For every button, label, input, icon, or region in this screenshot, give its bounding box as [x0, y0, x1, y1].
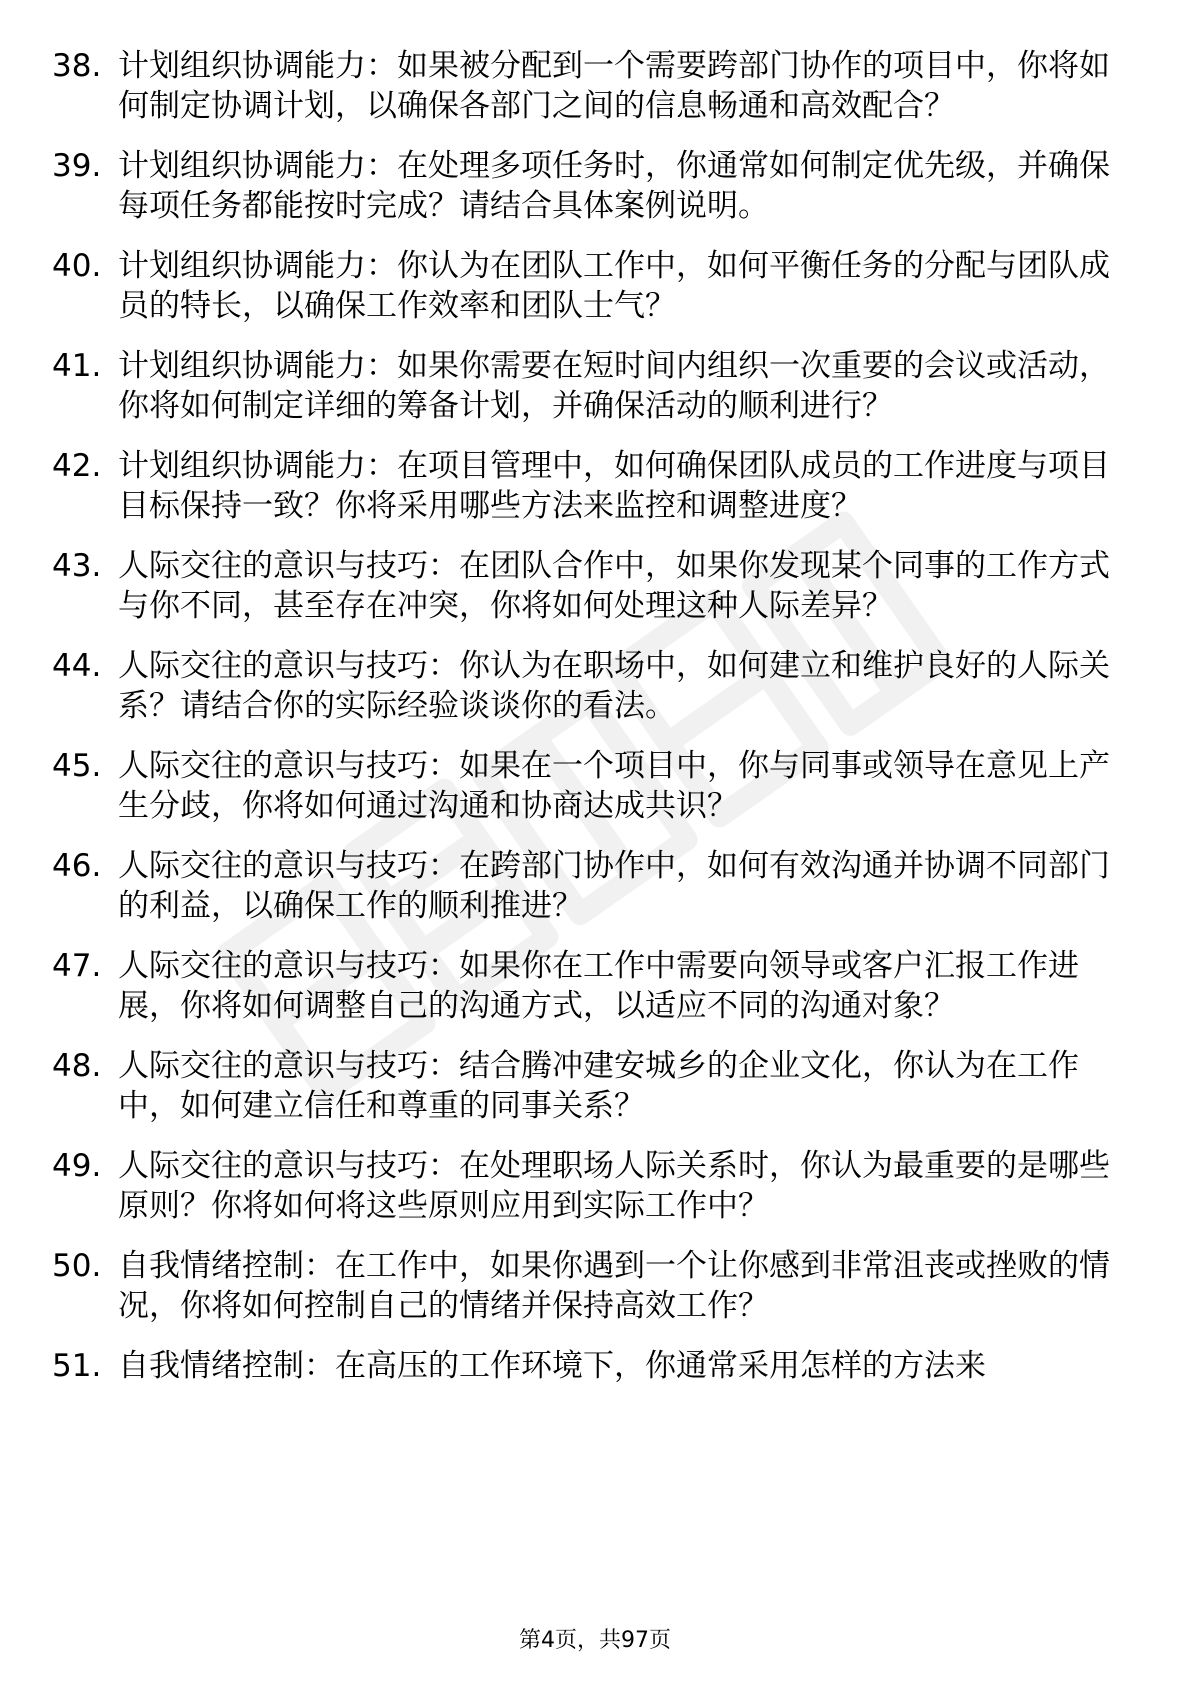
- question-item: [52, 1046, 1112, 1126]
- question-item: [52, 746, 1112, 826]
- question-item: [52, 346, 1112, 426]
- question-number: 41.: [52, 348, 102, 384]
- question-text: 人际交往的意识与技巧：在团队合作中，如果你发现某个同事的工作方式与你不同，甚至存在冲突，你将如何处理这种人际差异？: [118, 548, 1110, 624]
- question-text: 计划组织协调能力：如果被分配到一个需要跨部门协作的项目中，你将如何制定协调计划，以确保各部门之间的信息畅通和高效配合？: [118, 48, 1110, 124]
- question-item: [52, 1246, 1112, 1326]
- question-text: 人际交往的意识与技巧：结合腾冲建安城乡的企业文化，你认为在工作中，如何建立信任和尊重的同事关系？: [118, 1048, 1079, 1124]
- question-number: 40.: [52, 248, 102, 284]
- question-list: [52, 46, 1112, 1406]
- question-number: 49.: [52, 1148, 102, 1184]
- question-text: 人际交往的意识与技巧：在跨部门协作中，如何有效沟通并协调不同部门的利益，以确保工作的顺利推进？: [118, 848, 1110, 924]
- question-item: [52, 846, 1112, 926]
- question-item: [52, 246, 1112, 326]
- question-text: 计划组织协调能力：你认为在团队工作中，如何平衡任务的分配与团队成员的特长，以确保工作效率和团队士气？: [118, 248, 1110, 324]
- question-number: 43.: [52, 548, 102, 584]
- question-number: 45.: [52, 748, 102, 784]
- question-item: [52, 146, 1112, 226]
- question-text: 自我情绪控制：在高压的工作环境下，你通常采用怎样的方法来: [118, 1348, 986, 1384]
- page-footer: 第4页，共97页: [519, 1628, 671, 1653]
- question-text: 计划组织协调能力：在项目管理中，如何确保团队成员的工作进度与项目目标保持一致？你将采用哪些方法来监控和调整进度？: [118, 448, 1110, 524]
- question-text: 计划组织协调能力：在处理多项任务时，你通常如何制定优先级，并确保每项任务都能按时完成？请结合具体案例说明。: [118, 148, 1110, 224]
- question-item: [52, 1146, 1112, 1226]
- question-number: 38.: [52, 48, 102, 84]
- question-text: 计划组织协调能力：如果你需要在短时间内组织一次重要的会议或活动，你将如何制定详细的筹备计划，并确保活动的顺利进行？: [118, 348, 1110, 424]
- question-number: 51.: [52, 1348, 102, 1384]
- question-number: 46.: [52, 848, 102, 884]
- question-item: [52, 1346, 1112, 1386]
- question-text: 人际交往的意识与技巧：如果你在工作中需要向领导或客户汇报工作进展，你将如何调整自己的沟通方式，以适应不同的沟通对象？: [118, 948, 1079, 1024]
- question-number: 39.: [52, 148, 102, 184]
- question-number: 50.: [52, 1248, 102, 1284]
- question-item: [52, 646, 1112, 726]
- question-number: 47.: [52, 948, 102, 984]
- question-text: 自我情绪控制：在工作中，如果你遇到一个让你感到非常沮丧或挫败的情况，你将如何控制自己的情绪并保持高效工作？: [118, 1248, 1110, 1324]
- question-number: 44.: [52, 648, 102, 684]
- question-text: 人际交往的意识与技巧：如果在一个项目中，你与同事或领导在意见上产生分歧，你将如何通过沟通和协商达成共识？: [118, 748, 1110, 824]
- question-item: [52, 446, 1112, 526]
- question-text: 人际交往的意识与技巧：在处理职场人际关系时，你认为最重要的是哪些原则？你将如何将这些原则应用到实际工作中？: [118, 1148, 1110, 1224]
- question-item: [52, 46, 1112, 126]
- question-item: [52, 546, 1112, 626]
- question-item: [52, 946, 1112, 1026]
- question-number: 48.: [52, 1048, 102, 1084]
- question-number: 42.: [52, 448, 102, 484]
- question-text: 人际交往的意识与技巧：你认为在职场中，如何建立和维护良好的人际关系？请结合你的实际经验谈谈你的看法。: [118, 648, 1110, 724]
